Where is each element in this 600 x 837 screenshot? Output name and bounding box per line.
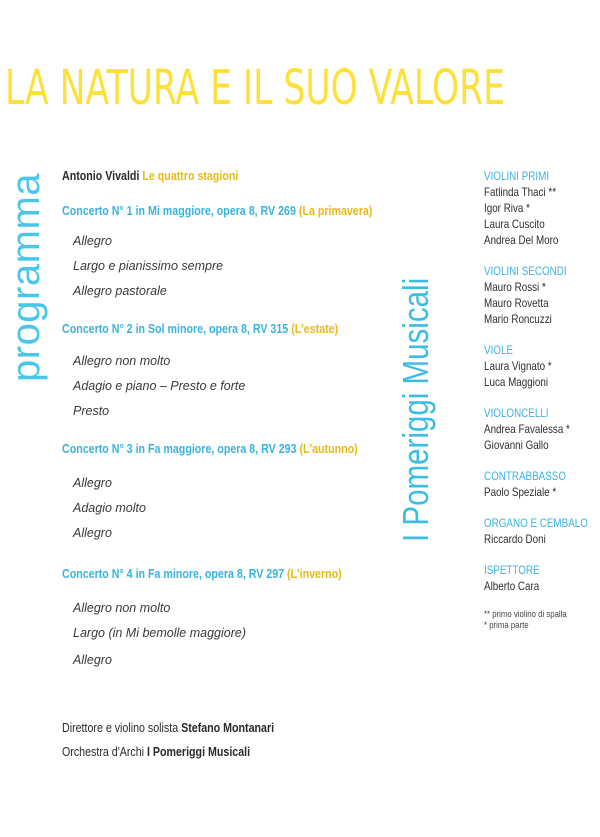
- concerto-subtitle: (L'inverno): [287, 566, 342, 581]
- director-label: Direttore e violino solista: [62, 720, 179, 735]
- movement-item: Allegro pastorale: [73, 284, 167, 298]
- concerto-1-movements: [62, 229, 397, 304]
- movement-item: Largo (in Mi bemolle maggiore): [73, 626, 246, 640]
- concerto-3-movements: [62, 471, 397, 546]
- member-name: Riccardo Doni: [484, 532, 546, 546]
- orchestra-roster: [484, 168, 600, 631]
- composer-line: [62, 165, 397, 187]
- section-title: VIOLONCELLI: [484, 406, 549, 420]
- work-title: Le quattro stagioni: [142, 168, 239, 183]
- section-title: VIOLE: [484, 343, 513, 357]
- concerto-subtitle: (L'estate): [291, 321, 339, 336]
- headline: LA NATURA E IL SUO VALORE: [5, 60, 505, 116]
- movement-item: Presto: [73, 404, 110, 418]
- concerto-4-heading: [62, 563, 397, 585]
- orchestra-name: I Pomeriggi Musicali: [146, 744, 251, 759]
- concerto-2-heading: [62, 318, 397, 340]
- movement-item: Adagio molto: [73, 501, 146, 515]
- composer-name: Antonio Vivaldi: [62, 168, 140, 183]
- credits: [62, 716, 402, 764]
- director-name: Stefano Montanari: [181, 720, 275, 735]
- section-title: ORGANO E CEMBALO: [484, 516, 588, 530]
- member-name: Luca Maggioni: [484, 375, 549, 389]
- note-spalla: ** primo violino di spalla: [484, 609, 567, 620]
- director-line: [62, 716, 402, 740]
- concerto-title: Concerto N° 3 in Fa maggiore, opera 8, RV 293: [62, 441, 297, 456]
- section-violoncelli: [484, 405, 600, 453]
- ensemble-vertical-label: I Pomeriggi Musicali: [395, 277, 436, 542]
- movement-item: Allegro: [73, 526, 112, 540]
- movement-item: Adagio e piano – Presto e forte: [73, 379, 246, 393]
- section-title: CONTRABBASSO: [484, 469, 567, 483]
- member-name: Alberto Cara: [484, 579, 540, 593]
- concerto-2-movements: [62, 349, 397, 424]
- section-organo-cembalo: [484, 515, 600, 547]
- movement-item: Allegro non molto: [73, 601, 171, 615]
- section-ispettore: [484, 562, 600, 594]
- member-name: Andrea Del Moro: [484, 233, 559, 247]
- section-title: VIOLINI SECONDI: [484, 264, 567, 278]
- concerto-subtitle: (L'autunno): [299, 441, 358, 456]
- section-violini-secondi: [484, 263, 600, 327]
- concerto-subtitle: (La primavera): [298, 203, 373, 218]
- member-name: Igor Riva *: [484, 201, 530, 215]
- program-list: [62, 165, 397, 673]
- concerto-title: Concerto N° 2 in Sol minore, opera 8, RV 315: [62, 321, 289, 336]
- movement-item: Largo e pianissimo sempre: [73, 259, 224, 273]
- member-name: Mario Roncuzzi: [484, 312, 552, 326]
- concerto-1-heading: [62, 200, 397, 222]
- concerto-4-movements: [62, 596, 397, 673]
- member-name: Laura Vignato *: [484, 359, 552, 373]
- movement-item: Allegro: [73, 653, 112, 667]
- note-prima-parte: * prima parte: [484, 620, 529, 631]
- orchestra-line: [62, 740, 402, 764]
- programma-vertical-label: programma: [4, 172, 48, 382]
- section-contrabbasso: [484, 468, 600, 500]
- section-title: VIOLINI PRIMI: [484, 169, 550, 183]
- movement-item: Allegro non molto: [73, 354, 171, 368]
- member-name: Mauro Rovetta: [484, 296, 549, 310]
- member-name: Andrea Favalessa *: [484, 422, 570, 436]
- section-viole: [484, 342, 600, 390]
- member-name: Fatlinda Thaci **: [484, 185, 557, 199]
- member-name: Mauro Rossi *: [484, 280, 546, 294]
- section-violini-primi: [484, 168, 600, 248]
- concerto-title: Concerto N° 4 in Fa minore, opera 8, RV 297: [62, 566, 285, 581]
- movement-item: Allegro: [73, 234, 112, 248]
- member-name: Laura Cuscito: [484, 217, 545, 231]
- section-title: ISPETTORE: [484, 563, 540, 577]
- member-name: Giovanni Gallo: [484, 438, 549, 452]
- movement-item: Allegro: [73, 476, 112, 490]
- member-name: Paolo Speziale *: [484, 485, 557, 499]
- orchestra-label: Orchestra d'Archi: [62, 744, 145, 759]
- roster-notes: [484, 609, 600, 631]
- concerto-3-heading: [62, 438, 397, 460]
- concerto-title: Concerto N° 1 in Mi maggiore, opera 8, RV 269: [62, 203, 296, 218]
